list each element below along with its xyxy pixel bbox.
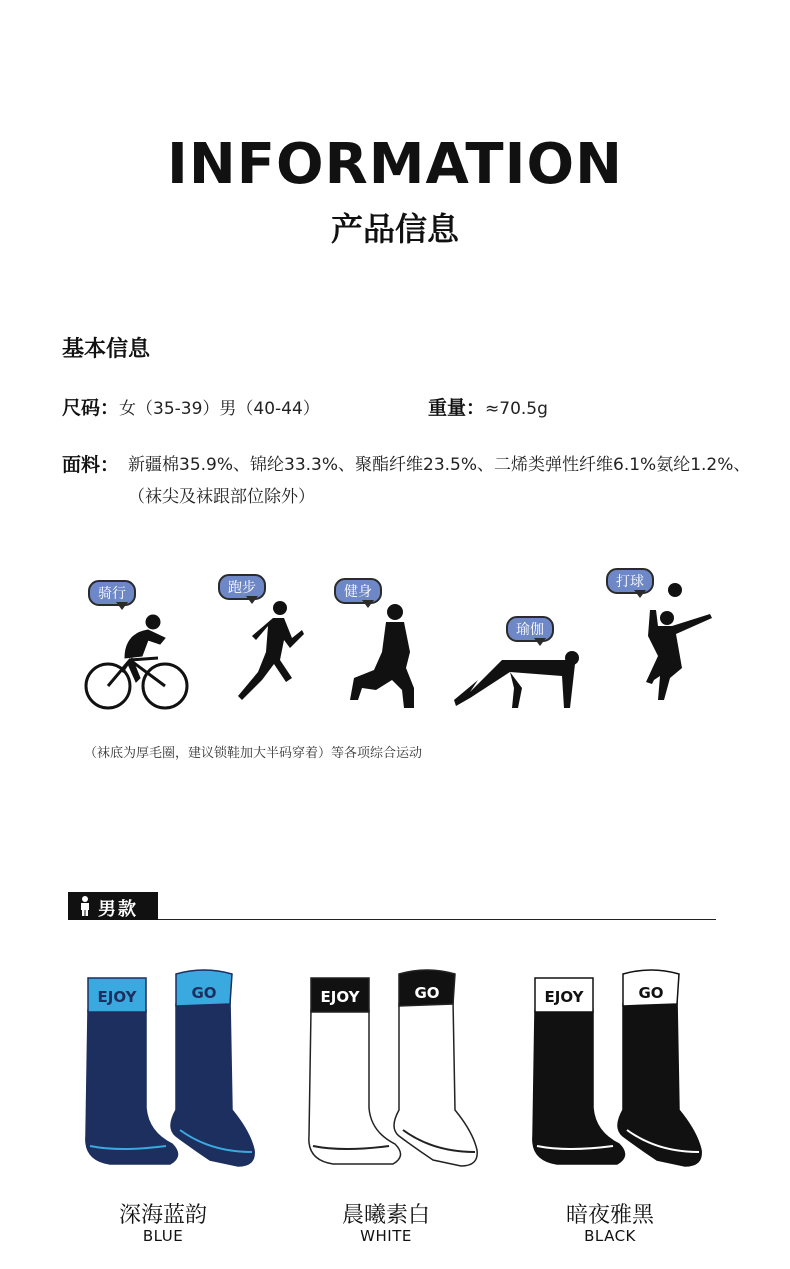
bubble-cycling (88, 580, 136, 606)
sock-left-text-black: EJOY (544, 988, 584, 1006)
bubble-fitness-label: 健身 (334, 578, 382, 604)
sock-left-blue (86, 1010, 178, 1164)
bubble-cycling-tail (116, 602, 128, 610)
bubble-fitness-tail (362, 600, 374, 608)
weight-label: 重量： (428, 397, 486, 419)
sports-note: （袜底为厚毛圈，建议锁鞋加大半码穿着）等各项综合运动 (84, 746, 423, 761)
bubble-ball-tail (634, 590, 646, 598)
sock-right-text-blue: GO (191, 984, 217, 1002)
sock-right-blue (171, 1000, 254, 1166)
size-value: 女（35-39）男（40-44） (119, 399, 320, 419)
basic-info-heading: 基本信息 (62, 337, 151, 362)
bubble-running (218, 574, 266, 600)
bubble-ball (606, 568, 654, 594)
weight-value: ≈70.5g (485, 399, 548, 419)
sock-left-white (309, 1010, 401, 1164)
bubble-yoga (506, 616, 554, 642)
color-en-white: WHITE (360, 1227, 412, 1245)
socks-gallery (0, 960, 790, 1180)
fitness-icon (350, 604, 414, 708)
bubble-running-label: 跑步 (218, 574, 266, 600)
sock-right-text-white: GO (414, 984, 440, 1002)
sock-pair-black (527, 960, 707, 1180)
sock-right-black (618, 1000, 701, 1166)
material-row (62, 449, 762, 513)
size-row (62, 393, 320, 420)
men-section-tag (68, 892, 158, 920)
bubble-cycling-label: 骑行 (88, 580, 136, 606)
color-en-blue: BLUE (142, 1227, 184, 1245)
page-subtitle: 产品信息 (330, 210, 459, 248)
volleyball-icon (646, 583, 712, 700)
sock-pair-blue (80, 960, 260, 1180)
sock-right-text-black: GO (638, 984, 664, 1002)
color-name-white: 晨曦素白 (341, 1203, 430, 1228)
yoga-icon (454, 651, 579, 708)
color-name-black: 暗夜雅黑 (565, 1203, 654, 1228)
page-title: INFORMATION (167, 132, 623, 197)
bubble-running-tail (246, 596, 258, 604)
material-label: 面料： (62, 454, 120, 476)
men-section-label: 男款 (98, 899, 138, 920)
bubble-yoga-label: 瑜伽 (506, 616, 554, 642)
weight-row (428, 393, 548, 420)
color-en-black: BLACK (584, 1227, 636, 1245)
sock-left-text-blue: EJOY (97, 988, 137, 1006)
bubble-yoga-tail (534, 638, 546, 646)
sock-right-white (394, 1000, 477, 1166)
bubble-fitness (334, 578, 382, 604)
person-icon (78, 896, 92, 916)
material-value: 新疆棉35.9%、锦纶33.3%、聚酯纤维23.5%、二烯类弹性纤维6.1%氨纶1.2%、（袜尖及袜跟部位除外） (128, 455, 751, 507)
size-label: 尺码： (62, 397, 120, 419)
sock-left-text-white: EJOY (320, 988, 360, 1006)
sock-left-black (533, 1010, 625, 1164)
runner-icon (238, 601, 304, 700)
sock-pair-white (303, 960, 483, 1180)
color-name-blue: 深海蓝韵 (118, 1203, 207, 1228)
cyclist-icon (86, 615, 187, 708)
bubble-ball-label: 打球 (606, 568, 654, 594)
section-divider (158, 919, 716, 920)
